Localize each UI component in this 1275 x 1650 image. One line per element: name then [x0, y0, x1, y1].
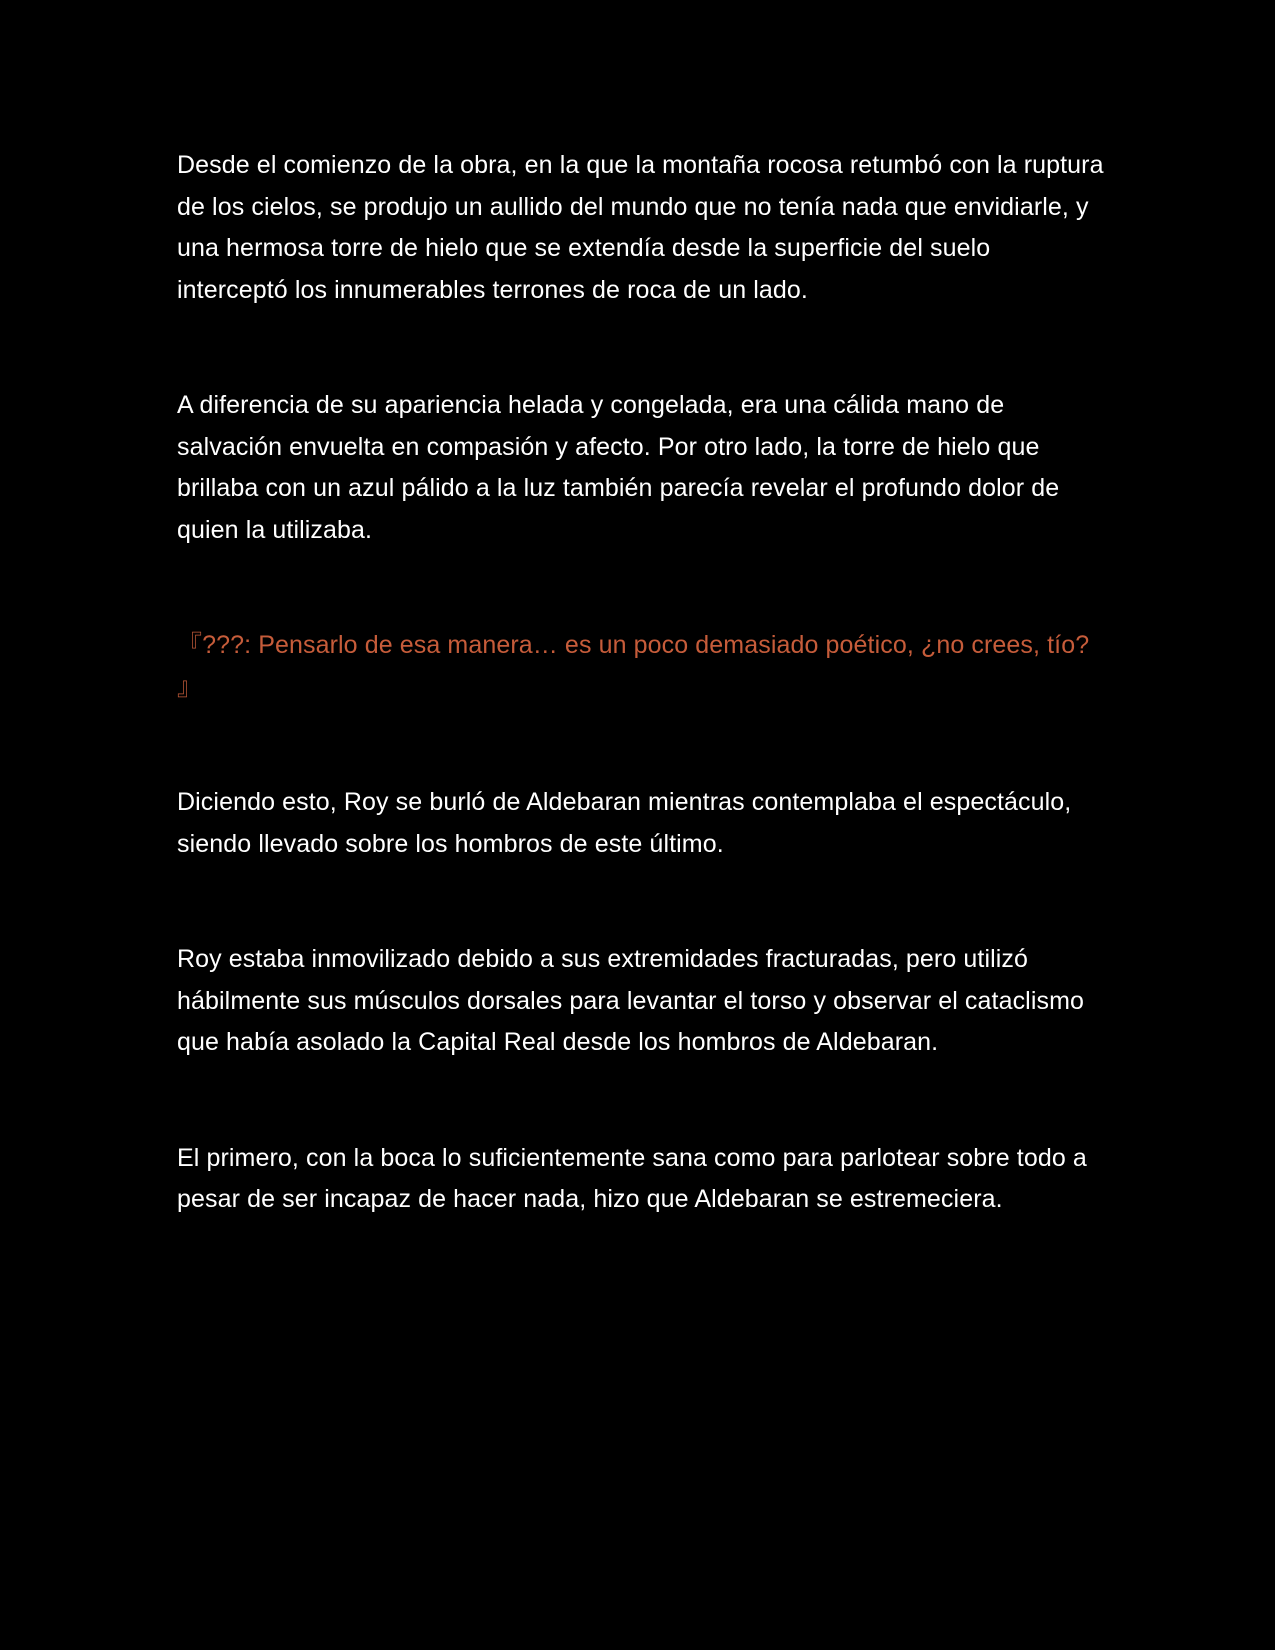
- paragraph-spacer: [177, 865, 1107, 939]
- document-body: [177, 145, 1107, 1221]
- paragraph-4: Diciendo esto, Roy se burló de Aldebaran mientras contemplaba el espectáculo, siendo llevado sobre los hombros de este último.: [177, 788, 1072, 858]
- dialogue-paragraph: 『???: Pensarlo de esa manera… es un poco demasiado poético, ¿no crees, tío? 』: [177, 631, 1090, 701]
- paragraph-spacer: [177, 708, 1107, 782]
- paragraph-1: Desde el comienzo de la obra, en la que la montaña rocosa retumbó con la ruptura de los cielos, se produjo un aullido del mundo que no tenía nada que envidiarle, y una hermosa torre de hielo que se extendía desde la superficie del suelo interceptó los innumerables terrones de roca de un lado.: [177, 151, 1104, 304]
- paragraph-spacer: [177, 551, 1107, 625]
- paragraph-6: El primero, con la boca lo suficientemente sana como para parlotear sobre todo a pesar de ser incapaz de hacer nada, hizo que Aldebaran se estremeciera.: [177, 1143, 1087, 1213]
- paragraph-spacer: [177, 311, 1107, 385]
- paragraph-2: A diferencia de su apariencia helada y congelada, era una cálida mano de salvación envuelta en compasión y afecto. Por otro lado, la torre de hielo que brillaba con un azul pálido a la luz también parecía revelar el profundo dolor de quien la utilizaba.: [177, 391, 1060, 544]
- paragraph-5: Roy estaba inmovilizado debido a sus extremidades fracturadas, pero utilizó hábilmente sus músculos dorsales para levantar el torso y observar el cataclismo que había asolado la Capital Real desde los hombros de Aldebaran.: [177, 945, 1085, 1056]
- paragraph-spacer: [177, 1064, 1107, 1138]
